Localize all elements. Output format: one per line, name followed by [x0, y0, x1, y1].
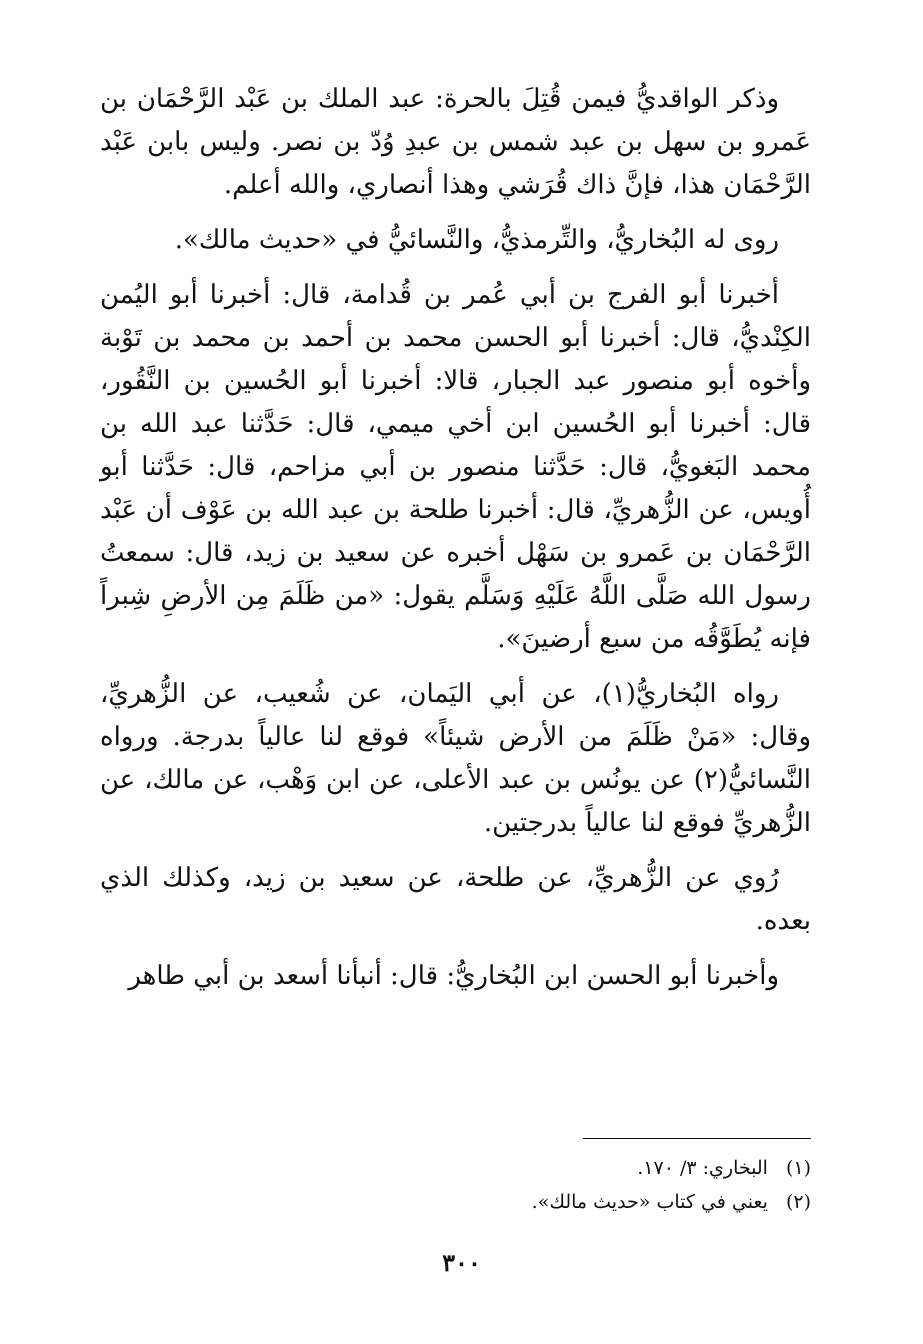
- footnote-number: (١): [785, 1157, 811, 1179]
- footnote-number: (٢): [785, 1191, 811, 1213]
- paragraph-4: رواه البُخاريُّ(١)، عن أبي اليَمان، عن شُعيب، عن الزُّهريِّ، وقال: «مَنْ ظَلَمَ من الأرض شيئاً» فوقع لنا عالياً بدرجة. ورواه النَّسائيُّ(٢) عن يونُس بن عبد الأعلى، عن ابن وَهْب، عن مالك، عن الزُّهريِّ فوقع لنا عالياً بدرجتين.: [100, 679, 811, 838]
- main-text: [100, 78, 811, 1010]
- paragraph-6: وأخبرنا أبو الحسن ابن البُخاريُّ: قال: أنبأنا أسعد بن أبي طاهر: [128, 961, 779, 991]
- footnote-text: البخاري: ٣/ ١٧٠.: [637, 1157, 768, 1179]
- footnote-1: [100, 1151, 811, 1185]
- footnote-2: [100, 1185, 811, 1219]
- footnote-text: يعني في كتاب «حديث مالك».: [531, 1191, 768, 1213]
- paragraph-5: رُوي عن الزُّهريِّ، عن طلحة، عن سعيد بن زيد، وكذلك الذي بعده.: [100, 863, 811, 936]
- paragraph-3: أخبرنا أبو الفرج بن أبي عُمر بن قُدامة، قال: أخبرنا أبو اليُمن الكِنْديُّ، قال: أخبرنا أبو الحسن محمد بن أحمد بن محمد بن تَوْبة وأخوه أبو منصور عبد الجبار، قالا: أخبرنا أبو الحُسين بن النَّقُور، قال: أخبرنا أبو الحُسين ابن أخي ميمي، قال: حَدَّثنا عبد الله بن محمد البَغويُّ، قال: حَدَّثنا منصور بن أبي مزاحم، قال: حَدَّثنا أبو أُويس، عن الزُّهريِّ، قال: أخبرنا طلحة بن عبد الله بن عَوْف أن عَبْد الرَّحْمَان بن عَمرو بن سَهْل أخبره عن سعيد بن زيد، قال: سمعتُ رسول الله صَلَّى اللَّهُ عَلَيْهِ وَسَلَّم يقول: «من ظَلَمَ مِن الأرضِ شِبراً فإنه يُطَوَّقُه من سبع أرضينَ».: [100, 280, 811, 654]
- paragraph-1: وذكر الواقديُّ فيمن قُتِلَ بالحرة: عبد الملك بن عَبْد الرَّحْمَان بن عَمرو بن سهل بن عبد شمس بن عبدِ وُدّ بن نصر. وليس بابن عَبْد الرَّحْمَان هذا، فإنَّ ذاك قُرَشي وهذا أنصاري، والله أعلم.: [100, 84, 811, 200]
- page-number: ٣٠٠: [442, 1248, 481, 1277]
- footnotes: [100, 1151, 811, 1219]
- paragraph-2: روى له البُخاريُّ، والتِّرمذيُّ، والنَّسائيُّ في «حديث مالك».: [174, 225, 779, 255]
- footnote-divider: [583, 1138, 811, 1139]
